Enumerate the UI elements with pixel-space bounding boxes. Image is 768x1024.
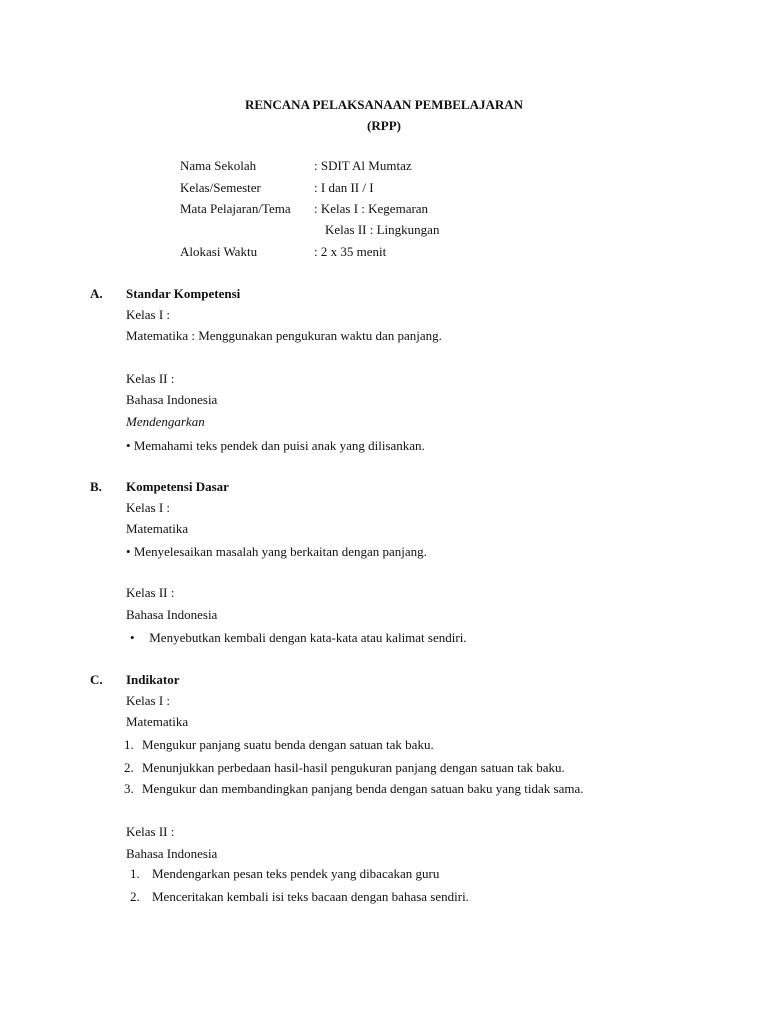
item-number: 1.: [124, 737, 134, 752]
subject-label: Bahasa Indonesia: [126, 392, 218, 407]
paragraph-line: Matematika : Menggunakan pengukuran waktu dan panjang.: [126, 328, 442, 343]
doc-subtitle: (RPP): [367, 118, 401, 133]
identity-value: Kelas II : Lingkungan: [325, 222, 440, 237]
numbered-item: [124, 760, 565, 776]
numbered-item: [130, 866, 439, 882]
item-text: Menceritakan kembali isi teks bacaan dengan bahasa sendiri.: [152, 889, 469, 904]
class-label: Kelas I :: [126, 693, 171, 708]
identity-value: : SDIT Al Mumtaz: [314, 158, 412, 173]
identity-value: : 2 x 35 menit: [314, 244, 387, 259]
subject-label: Matematika: [126, 521, 189, 536]
item-text: Menunjukkan perbedaan hasil-hasil pengukuran panjang dengan satuan tak baku.: [142, 760, 565, 775]
bullet-item: [126, 438, 425, 454]
section-heading: Indikator: [126, 672, 180, 687]
bullet-icon: •: [126, 438, 131, 453]
aspect-label: Mendengarkan: [126, 414, 205, 429]
item-number: 2.: [124, 760, 134, 775]
item-text: Mendengarkan pesan teks pendek yang dibacakan guru: [152, 866, 440, 881]
identity-label: Mata Pelajaran/Tema: [180, 201, 291, 216]
identity-value: : I dan II / I: [314, 180, 374, 195]
item-number: 3.: [124, 781, 134, 796]
class-label: Kelas I :: [126, 500, 171, 515]
numbered-item: [124, 781, 584, 797]
bullet-text: Menyebutkan kembali dengan kata-kata atau kalimat sendiri.: [149, 630, 467, 645]
section-letter: C.: [90, 672, 103, 687]
item-text: Mengukur dan membandingkan panjang benda dengan satuan baku yang tidak sama.: [142, 781, 584, 796]
class-label: Kelas II :: [126, 371, 175, 386]
doc-title: RENCANA PELAKSANAAN PEMBELAJARAN: [244, 97, 524, 112]
numbered-item: [130, 889, 469, 905]
subject-label: Matematika: [126, 714, 189, 729]
identity-label: Alokasi Waktu: [180, 244, 258, 259]
subject-label: Bahasa Indonesia: [126, 846, 218, 861]
bullet-icon: •: [126, 544, 131, 559]
bullet-item: [130, 630, 467, 646]
identity-label: Kelas/Semester: [180, 180, 261, 195]
section-letter: A.: [90, 286, 103, 301]
section-heading: Standar Kompetensi: [126, 286, 241, 301]
bullet-item: [126, 544, 427, 560]
item-number: 1.: [130, 866, 140, 881]
section-heading: Kompetensi Dasar: [126, 479, 229, 494]
identity-value: : Kelas I : Kegemaran: [314, 201, 429, 216]
subject-label: Bahasa Indonesia: [126, 607, 218, 622]
identity-label: Nama Sekolah: [180, 158, 257, 173]
section-letter: B.: [90, 479, 102, 494]
bullet-icon: •: [130, 630, 135, 645]
numbered-item: [124, 737, 434, 753]
class-label: Kelas II :: [126, 585, 175, 600]
bullet-text: Memahami teks pendek dan puisi anak yang dilisankan.: [133, 438, 425, 453]
class-label: Kelas I :: [126, 307, 171, 322]
bullet-text: Menyelesaikan masalah yang berkaitan dengan panjang.: [133, 544, 427, 559]
item-text: Mengukur panjang suatu benda dengan satuan tak baku.: [142, 737, 434, 752]
item-number: 2.: [130, 889, 140, 904]
class-label: Kelas II :: [126, 824, 175, 839]
